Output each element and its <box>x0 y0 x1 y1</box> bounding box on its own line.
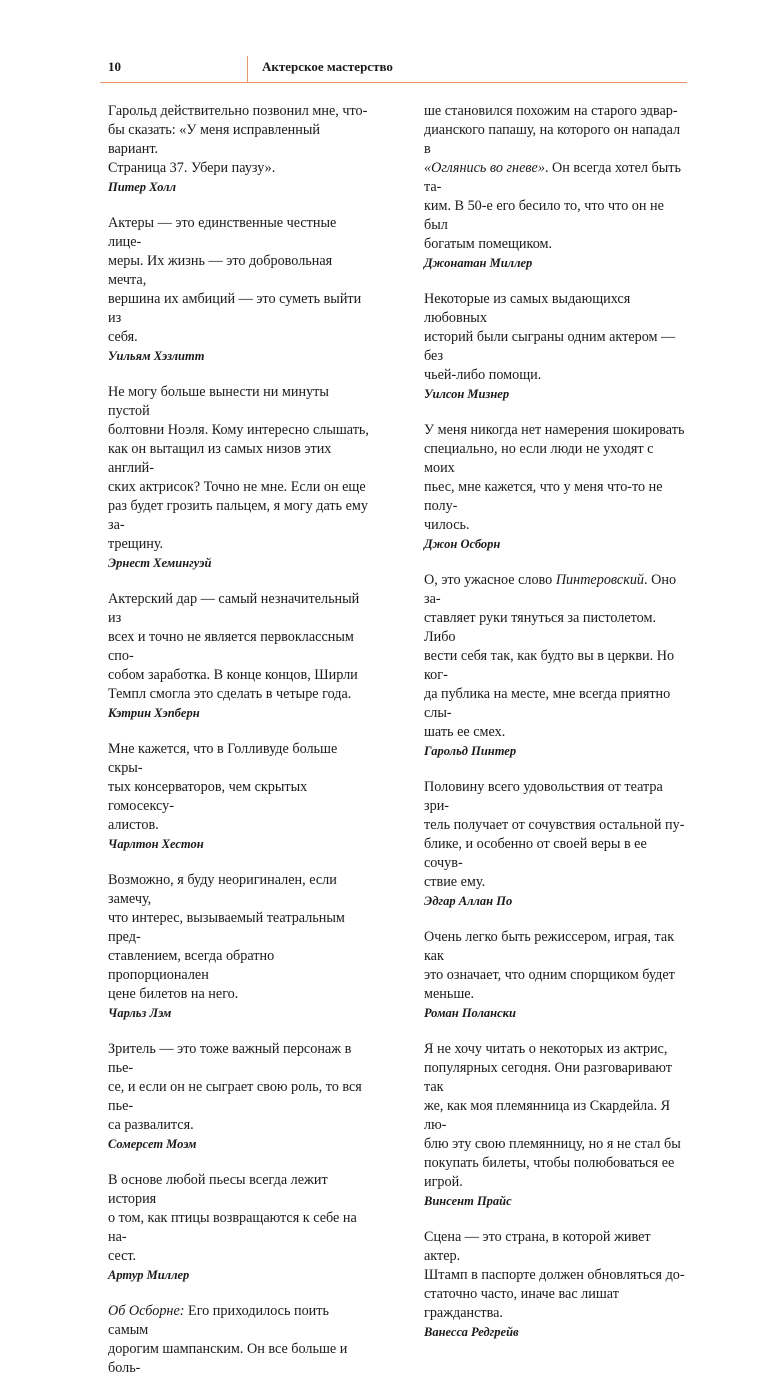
quote-line: ше становился похожим на старого эдвар- <box>424 103 678 119</box>
quote-line: статочно часто, иначе вас лишат гражданства. <box>424 1286 619 1321</box>
quote-block <box>424 1040 686 1210</box>
quote-line: что интерес, вызываемый театральным пред- <box>108 910 345 945</box>
quote-line: сест. <box>108 1248 137 1264</box>
left-column <box>108 102 370 1396</box>
quote-line: дорогим шампанским. Он все больше и боль- <box>108 1341 348 1376</box>
quote-text: . Оно за- <box>424 572 677 607</box>
quote-author: Питер Холл <box>108 180 177 194</box>
quote-author: Эдгар Аллан По <box>424 894 513 908</box>
quote-line: У меня никогда нет намерения шокировать <box>424 422 685 438</box>
quote-line: се, и если он не сыграет свою роль, то вся пье- <box>108 1079 362 1114</box>
quote-block <box>424 928 686 1022</box>
quote-line: Штамп в паспорте должен обновляться до- <box>424 1267 685 1283</box>
quote-line: са развалится. <box>108 1117 194 1133</box>
quote-author: Джон Осборн <box>424 537 501 551</box>
quote-author: Уильям Хэзлитт <box>108 349 205 363</box>
quote-line: это означает, что одним спорщиком будет <box>424 967 675 983</box>
quote-line: Возможно, я буду неоригинален, если замечу, <box>108 872 337 907</box>
quote-line: шать ее смех. <box>424 724 506 740</box>
quote-line: болтовни Ноэля. Кому интересно слышать, <box>108 422 369 438</box>
quote-line: игрой. <box>424 1174 463 1190</box>
quote-author: Гарольд Пинтер <box>424 744 517 758</box>
quote-line: собом заработка. В конце концов, Ширли <box>108 667 358 683</box>
quote-line: ставляет руки тянуться за пистолетом. Либо <box>424 610 657 645</box>
quote-author: Уилсон Мизнер <box>424 387 510 401</box>
quote-line: Сцена — это страна, в которой живет актер. <box>424 1229 651 1264</box>
quote-line: бы сказать: «У меня исправленный вариант. <box>108 122 320 157</box>
quote-author: Роман Полански <box>424 1006 516 1020</box>
quote-line: Актерский дар — самый незначительный из <box>108 591 360 626</box>
quote-line: ских актрисок? Точно не мне. Если он еще <box>108 479 366 495</box>
book-title: Актерское мастерство <box>262 59 393 74</box>
quote-line <box>424 159 686 197</box>
quote-line: Темпл смогла это сделать в четыре года. <box>108 686 352 702</box>
quote-line: раз будет грозить пальцем, я могу дать ему за- <box>108 498 368 533</box>
quote-line: вести себя так, как будто вы в церкви. Но ког- <box>424 648 675 683</box>
quote-line: всех и точно не является первоклассным спо- <box>108 629 354 664</box>
quote-pinter <box>424 571 686 760</box>
quote-block <box>424 421 686 553</box>
quote-line: Зритель — это тоже важный персонаж в пье- <box>108 1041 352 1076</box>
quote-author: Сомерсет Моэм <box>108 1137 197 1151</box>
header-separator <box>247 56 248 83</box>
quote-emphasis: Пинтеровский <box>555 572 645 588</box>
quote-line: Гарольд действительно позвонил мне, что- <box>108 103 368 119</box>
quote-line: Страница 37. Убери паузу». <box>108 160 276 176</box>
quote-block <box>108 1171 370 1284</box>
quote-line: Я не хочу читать о некоторых из актрис, <box>424 1041 668 1057</box>
quote-line: чилось. <box>424 517 470 533</box>
right-column <box>424 102 686 1359</box>
quote-line: трещину. <box>108 536 164 552</box>
quote-line: о том, как птицы возвращаются к себе на на- <box>108 1210 357 1245</box>
quote-line <box>424 571 686 609</box>
quote-block <box>108 871 370 1022</box>
quote-line: ставлением, всегда обратно пропорционален <box>108 948 275 983</box>
quote-author: Джонатан Миллер <box>424 256 533 270</box>
quote-line: себя. <box>108 329 138 345</box>
quote-author: Чарлтон Хестон <box>108 837 204 851</box>
quote-line <box>108 1302 370 1340</box>
quote-line: как он вытащил из самых низов этих англий- <box>108 441 332 476</box>
quote-text: Его приходилось поить самым <box>108 1303 329 1338</box>
quote-block <box>108 590 370 722</box>
quote-text: . Он всегда хотел быть та- <box>424 160 681 195</box>
quote-block <box>108 383 370 572</box>
quote-line: дианского папашу, на которого он нападал в <box>424 122 681 157</box>
quote-author: Кэтрин Хэпберн <box>108 706 200 720</box>
quote-line: блике, и особенно от своей веры в ее сочув- <box>424 836 647 871</box>
quote-line: ким. В 50-е его бесило то, что что он не был <box>424 198 664 233</box>
quote-block <box>108 1040 370 1153</box>
quote-text: О, это ужасное слово <box>424 572 556 588</box>
quote-line: чьей-либо помощи. <box>424 367 542 383</box>
quote-line: вершина их амбиций — это суметь выйти из <box>108 291 362 326</box>
quote-line: Мне кажется, что в Голливуде больше скры- <box>108 741 338 776</box>
quote-line: пьес, мне кажется, что у меня что-то не полу- <box>424 479 663 514</box>
quote-line: Половину всего удовольствия от театра зри- <box>424 779 663 814</box>
quote-line: цене билетов на него. <box>108 986 239 1002</box>
quote-osborne-start <box>108 1302 370 1378</box>
quote-author: Чарльз Лэм <box>108 1006 172 1020</box>
quote-line: В основе любой пьесы всегда лежит история <box>108 1172 328 1207</box>
play-title: «Оглянись во гневе» <box>424 160 545 176</box>
quote-block <box>424 778 686 910</box>
quote-line: богатым помещиком. <box>424 236 553 252</box>
quote-author: Эрнест Хемингуэй <box>108 556 212 570</box>
quote-line: тых консерваторов, чем скрытых гомосексу- <box>108 779 308 814</box>
quote-block <box>108 740 370 853</box>
quote-line: алистов. <box>108 817 159 833</box>
quote-line: Актеры — это единственные честные лице- <box>108 215 337 250</box>
quote-author: Артур Миллер <box>108 1268 190 1282</box>
quote-line: же, как моя племянница из Скардейла. Я лю- <box>424 1098 671 1133</box>
quote-line: блю эту свою племянницу, но я не стал бы <box>424 1136 681 1152</box>
quote-block <box>424 1228 686 1341</box>
quote-line: популярных сегодня. Они разговаривают так <box>424 1060 673 1095</box>
quote-line: специально, но если люди не уходят с моих <box>424 441 654 476</box>
quote-author: Ванесса Редгрейв <box>424 1325 519 1339</box>
quote-line: меньше. <box>424 986 475 1002</box>
quote-lead: Об Осборне: <box>108 1303 185 1319</box>
quote-block <box>108 214 370 365</box>
quote-line: покупать билеты, чтобы полюбоваться ее <box>424 1155 675 1171</box>
header-rule <box>100 82 687 83</box>
quote-author: Винсент Прайс <box>424 1194 512 1208</box>
quote-line: меры. Их жизнь — это добровольная мечта, <box>108 253 333 288</box>
quote-block <box>424 290 686 403</box>
quote-line: Некоторые из самых выдающихся любовных <box>424 291 631 326</box>
quote-line: да публика на месте, мне всегда приятно слы- <box>424 686 671 721</box>
quote-line: Не могу больше вынести ни минуты пустой <box>108 384 329 419</box>
page-number: 10 <box>108 59 121 74</box>
quote-line: тель получает от сочувствия остальной пу- <box>424 817 685 833</box>
quote-block <box>108 102 370 196</box>
quote-line: Очень легко быть режиссером, играя, так как <box>424 929 675 964</box>
quote-line: ствие ему. <box>424 874 486 890</box>
quote-osborne-end <box>424 102 686 272</box>
quote-line: историй были сыграны одним актером — без <box>424 329 676 364</box>
